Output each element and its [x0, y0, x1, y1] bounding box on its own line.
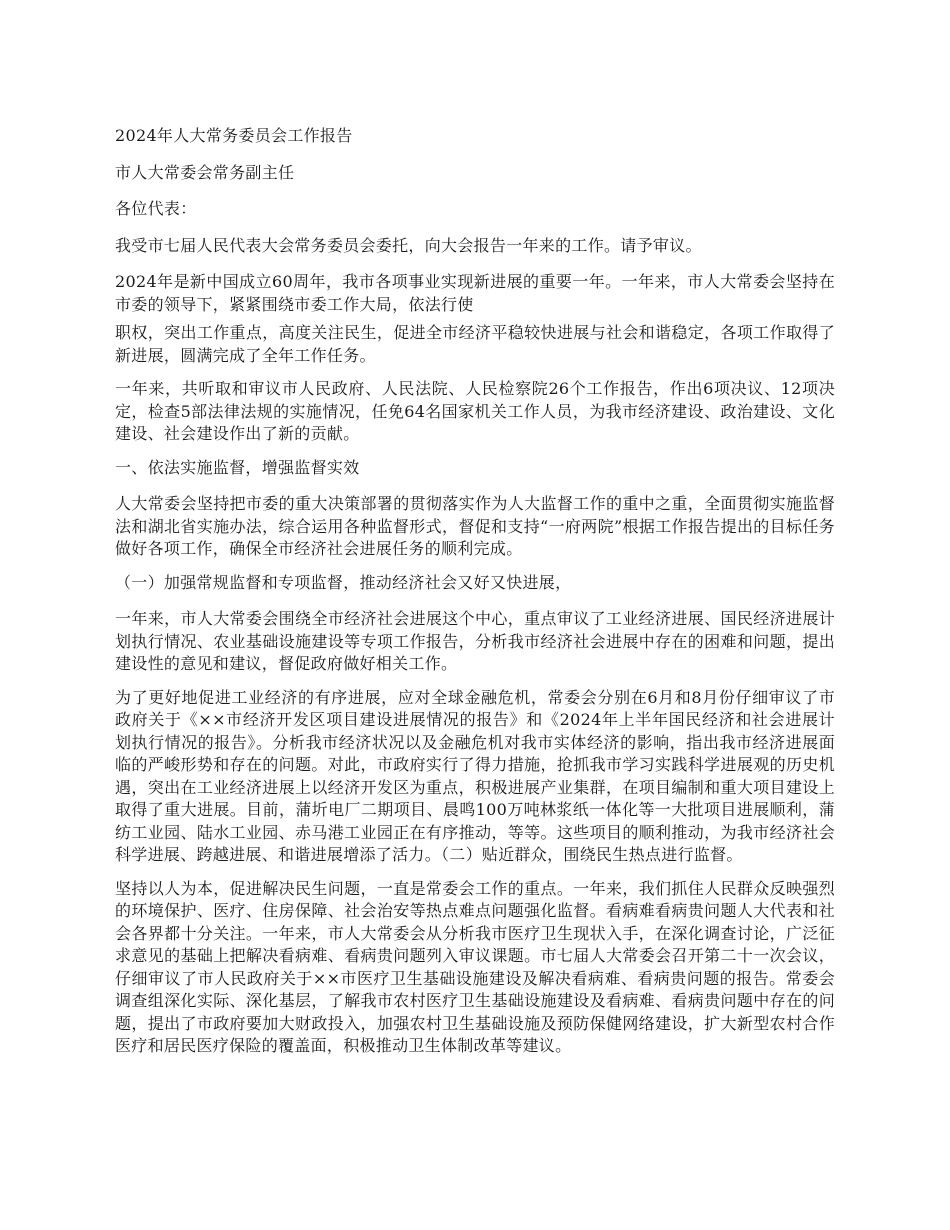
paragraph-year-summary-part2: 职权，突出工作重点，高度关注民生，促进全市经济平稳较快进展与社会和谐稳定，各项工作取得了新进展，圆满完成了全年工作任务。: [115, 323, 835, 365]
document-title: 2024年人大常务委员会工作报告: [115, 126, 353, 145]
subsection-heading-routine-supervision: （一）加强常规监督和专项监督，推动经济社会又好又快进展，: [115, 572, 572, 592]
document-body: [115, 125, 835, 1069]
paragraph-statistics: 一年来，共听取和审议市人民政府、人民法院、人民检察院26个工作报告，作出6项决议、12项决定，检查5部法律法规的实施情况，任免64名国家机关工作人员，为我市经济建设、政治建设、文化建设、社会建设作出了新的贡献。: [115, 379, 835, 443]
document-author: 市人大常委会常务副主任: [115, 162, 295, 182]
paragraph-economic-review: 一年来，市人大常委会围绕全市经济社会进展这个中心，重点审议了工业经济进展、国民经济进展计划执行情况、农业基础设施建设等专项工作报告，分析我市经济社会进展中存在的困难和问题，提出建设性的意见和建议，督促政府做好相关工作。: [115, 609, 835, 673]
section-heading-supervision: 一、依法实施监督，增强监督实效: [115, 457, 360, 477]
paragraph-livelihood: 坚持以人为本，促进解决民生问题，一直是常委会工作的重点。一年来，我们抓住人民群众反映强烈的环境保护、医疗、住房保障、社会治安等热点难点问题强化监督。看病难看病贵问题人大代表和社会各界都十分关注。一年来，市人大常委会从分析我市医疗卫生现状入手，在深化调查讨论，广泛征求意见的基础上把解决看病难、看病贵问题列入审议课题。市七届人大常委会召开第二十一次会议，仔细审议了市人民政府关于××市医疗卫生基础设施建设及解决看病难、看病贵问题的报告。常委会调查组深化实际、深化基层，了解我市农村医疗卫生基础设施建设及看病难、看病贵问题中存在的问题，提出了市政府要加大财政投入，加强农村卫生基础设施及预防保健网络建设，扩大新型农村合作医疗和居民医疗保险的覆盖面，积极推动卫生体制改革等建议。: [115, 878, 835, 1055]
paragraph-year-summary-part1: 2024年是新中国成立60周年，我市各项事业实现新进展的重要一年。一年来，市人大常委会坚持在市委的领导下，紧紧围绕市委工作大局，依法行使: [115, 272, 835, 314]
document-salutation: 各位代表：: [115, 199, 197, 218]
paragraph-intro: 我受市七届人民代表大会常务委员会委托，向大会报告一年来的工作。请予审议。: [115, 235, 702, 255]
paragraph-industrial-economy: 为了更好地促进工业经济的有序进展，应对全球金融危机，常委会分别在6月和8月份仔细审议了市政府关于《××市经济开发区项目建设进展情况的报告》和《2024年上半年国民经济和社会进展计划执行情况的报告》。分析我市经济状况以及金融危机对我市实体经济的影响，指出我市经济进展面临的严峻形势和存在的问题。对此，市政府实行了得力措施，抢抓我市学习实践科学进展观的历史机遇，突出在工业经济进展上以经济开发区为重点，积极进展产业集群，在项目编制和重大项目建设上取得了重大进展。目前，蒲圻电厂二期项目、晨鸣100万吨林浆纸一体化等一大批项目进展顺利，蒲纺工业园、陆水工业园、赤马港工业园正在有序推动，等等。这些项目的顺利推动，为我市经济社会科学进展、跨越进展、和谐进展增添了活力。（二）贴近群众，围绕民生热点进行监督。: [115, 687, 835, 864]
paragraph-supervision: 人大常委会坚持把市委的重大决策部署的贯彻落实作为人大监督工作的重中之重，全面贯彻实施监督法和湖北省实施办法，综合运用各种监督形式，督促和支持“一府两院”根据工作报告提出的目标任务做好各项工作，确保全市经济社会进展任务的顺利完成。: [115, 494, 835, 558]
